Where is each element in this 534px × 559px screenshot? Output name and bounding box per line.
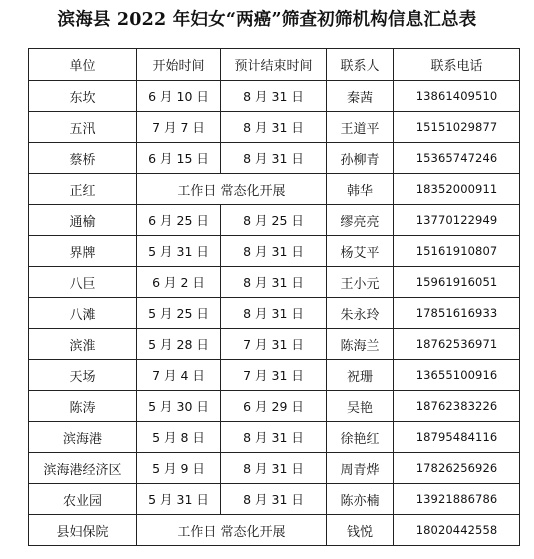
- end-date-cell: 8 月 31 日: [221, 298, 327, 329]
- table-row: [29, 329, 520, 360]
- phone-cell: 13921886786: [394, 484, 520, 515]
- contact-cell: 朱永玲: [327, 298, 394, 329]
- start-date-cell: 5 月 28 日: [137, 329, 221, 360]
- unit-cell: 五汛: [29, 112, 137, 143]
- header-contact: 联系人: [327, 49, 394, 81]
- start-date-cell: 5 月 25 日: [137, 298, 221, 329]
- period-cell: 工作日 常态化开展: [137, 515, 327, 546]
- unit-cell: 滨海港: [29, 422, 137, 453]
- table-row: [29, 360, 520, 391]
- phone-cell: 18795484116: [394, 422, 520, 453]
- end-date-cell: 8 月 31 日: [221, 143, 327, 174]
- contact-cell: 秦茜: [327, 81, 394, 112]
- start-date-cell: 5 月 30 日: [137, 391, 221, 422]
- unit-cell: 天场: [29, 360, 137, 391]
- unit-cell: 八巨: [29, 267, 137, 298]
- end-date-cell: 8 月 31 日: [221, 81, 327, 112]
- end-date-cell: 8 月 25 日: [221, 205, 327, 236]
- header-end-time: 预计结束时间: [221, 49, 327, 81]
- contact-cell: 徐艳红: [327, 422, 394, 453]
- table-row: [29, 515, 520, 546]
- start-date-cell: 5 月 9 日: [137, 453, 221, 484]
- table-row: [29, 391, 520, 422]
- contact-cell: 王道平: [327, 112, 394, 143]
- start-date-cell: 6 月 2 日: [137, 267, 221, 298]
- phone-cell: 13861409510: [394, 81, 520, 112]
- phone-cell: 15161910807: [394, 236, 520, 267]
- phone-cell: 13770122949: [394, 205, 520, 236]
- contact-cell: 杨艾平: [327, 236, 394, 267]
- end-date-cell: 7 月 31 日: [221, 329, 327, 360]
- table-header-row: [29, 49, 520, 81]
- end-date-cell: 8 月 31 日: [221, 267, 327, 298]
- unit-cell: 滨淮: [29, 329, 137, 360]
- start-date-cell: 6 月 10 日: [137, 81, 221, 112]
- table-row: [29, 143, 520, 174]
- contact-cell: 吴艳: [327, 391, 394, 422]
- table-row: [29, 298, 520, 329]
- contact-cell: 陈亦楠: [327, 484, 394, 515]
- unit-cell: 滨海港经济区: [29, 453, 137, 484]
- phone-cell: 18352000911: [394, 174, 520, 205]
- unit-cell: 农业园: [29, 484, 137, 515]
- unit-cell: 东坎: [29, 81, 137, 112]
- phone-cell: 18762536971: [394, 329, 520, 360]
- header-phone: 联系电话: [394, 49, 520, 81]
- end-date-cell: 6 月 29 日: [221, 391, 327, 422]
- end-date-cell: 8 月 31 日: [221, 236, 327, 267]
- start-date-cell: 6 月 25 日: [137, 205, 221, 236]
- phone-cell: 15151029877: [394, 112, 520, 143]
- start-date-cell: 5 月 31 日: [137, 484, 221, 515]
- period-cell: 工作日 常态化开展: [137, 174, 327, 205]
- header-unit: 单位: [29, 49, 137, 81]
- institution-table: [28, 48, 520, 546]
- contact-cell: 孙柳青: [327, 143, 394, 174]
- table-row: [29, 267, 520, 298]
- table-row: [29, 112, 520, 143]
- unit-cell: 界牌: [29, 236, 137, 267]
- unit-cell: 八滩: [29, 298, 137, 329]
- table-row: [29, 453, 520, 484]
- end-date-cell: 8 月 31 日: [221, 453, 327, 484]
- start-date-cell: 7 月 7 日: [137, 112, 221, 143]
- end-date-cell: 8 月 31 日: [221, 484, 327, 515]
- end-date-cell: 8 月 31 日: [221, 422, 327, 453]
- phone-cell: 18762383226: [394, 391, 520, 422]
- phone-cell: 17826256926: [394, 453, 520, 484]
- contact-cell: 钱悦: [327, 515, 394, 546]
- phone-cell: 18020442558: [394, 515, 520, 546]
- end-date-cell: 7 月 31 日: [221, 360, 327, 391]
- table-row: [29, 205, 520, 236]
- end-date-cell: 8 月 31 日: [221, 112, 327, 143]
- phone-cell: 17851616933: [394, 298, 520, 329]
- table-row: [29, 484, 520, 515]
- start-date-cell: 5 月 8 日: [137, 422, 221, 453]
- contact-cell: 韩华: [327, 174, 394, 205]
- table-row: [29, 81, 520, 112]
- start-date-cell: 7 月 4 日: [137, 360, 221, 391]
- start-date-cell: 5 月 31 日: [137, 236, 221, 267]
- unit-cell: 陈涛: [29, 391, 137, 422]
- unit-cell: 县妇保院: [29, 515, 137, 546]
- contact-cell: 缪亮亮: [327, 205, 394, 236]
- table-row: [29, 174, 520, 205]
- phone-cell: 15961916051: [394, 267, 520, 298]
- unit-cell: 通榆: [29, 205, 137, 236]
- contact-cell: 祝珊: [327, 360, 394, 391]
- header-start-time: 开始时间: [137, 49, 221, 81]
- unit-cell: 蔡桥: [29, 143, 137, 174]
- start-date-cell: 6 月 15 日: [137, 143, 221, 174]
- phone-cell: 15365747246: [394, 143, 520, 174]
- unit-cell: 正红: [29, 174, 137, 205]
- document-title: 滨海县 2022 年妇女“两癌”筛查初筛机构信息汇总表: [57, 10, 477, 30]
- table-row: [29, 422, 520, 453]
- contact-cell: 王小元: [327, 267, 394, 298]
- phone-cell: 13655100916: [394, 360, 520, 391]
- contact-cell: 周青烨: [327, 453, 394, 484]
- contact-cell: 陈海兰: [327, 329, 394, 360]
- table-row: [29, 236, 520, 267]
